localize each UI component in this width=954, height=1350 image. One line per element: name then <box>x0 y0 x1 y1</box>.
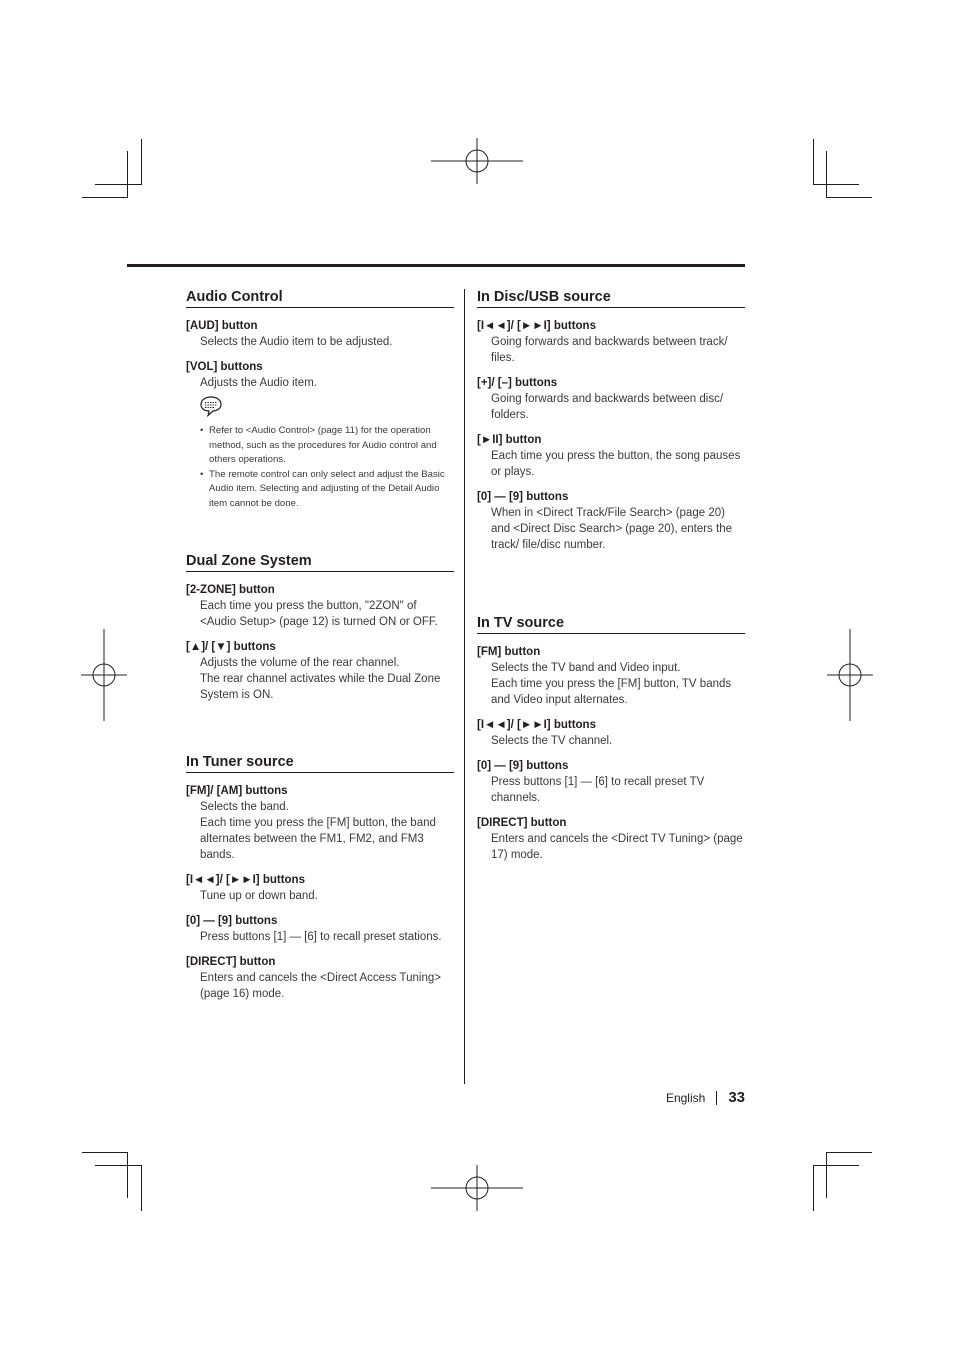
item-line: Going forwards and backwards between track/ files. <box>491 336 728 364</box>
item-line: Each time you press the [FM] button, TV bands and Video input alternates. <box>491 678 732 706</box>
item-title: [I◄◄]/ [►►I] buttons <box>477 719 596 731</box>
note-item: • Refer to <Audio Control> (page 11) for the operation method, such as the procedures for Audio control and others operations. <box>200 424 454 468</box>
item-line: Adjusts the Audio item. <box>200 377 317 389</box>
item-title: [DIRECT] button <box>186 956 276 968</box>
item-title: [►II] button <box>477 434 542 446</box>
item-body <box>477 505 745 553</box>
item-line: Each time you press the button, "2ZON" of <Audio Setup> (page 12) is turned ON or OFF. <box>200 600 438 628</box>
item-body <box>477 831 745 863</box>
crosshair-icon <box>81 629 127 721</box>
item-body <box>477 334 745 366</box>
page-footer <box>666 1088 745 1107</box>
item-line: Press buttons [1] — [6] to recall preset TV channels. <box>491 776 705 804</box>
section-audio-control <box>186 288 454 511</box>
item-body <box>477 733 745 749</box>
item-title: [0] — [9] buttons <box>186 915 278 927</box>
column-divider <box>464 289 465 1084</box>
item-title: [DIRECT] button <box>477 817 567 829</box>
item-line: Press buttons [1] — [6] to recall preset stations. <box>200 931 442 943</box>
item-body <box>186 655 454 703</box>
item-body <box>186 375 454 391</box>
right-column <box>477 288 745 861</box>
item-body <box>186 888 454 904</box>
item-line: Enters and cancels the <Direct Access Tuning> (page 16) mode. <box>200 972 441 1000</box>
note-speech-icon <box>199 395 223 417</box>
item-body <box>477 774 745 806</box>
item-body <box>186 598 454 630</box>
item-line: Each time you press the button, the song pauses or plays. <box>491 450 741 478</box>
item-body <box>186 970 454 1002</box>
item-body <box>186 929 454 945</box>
item-line: Selects the TV channel. <box>491 735 613 747</box>
header-rule <box>127 264 745 267</box>
crosshair-icon <box>431 138 523 184</box>
section-tv-source <box>477 614 745 863</box>
footer-language: English <box>665 1090 706 1105</box>
item-title: [FM] button <box>477 646 541 658</box>
item-title: [0] — [9] buttons <box>477 760 569 772</box>
item-line: Enters and cancels the <Direct TV Tuning> (page 17) mode. <box>491 833 743 861</box>
item-body <box>477 660 745 708</box>
item-title: [AUD] button <box>186 320 258 332</box>
note-item: • The remote control can only select and adjust the Basic Audio item. Selecting and adjusting of the Detail Audio item cannot be done. <box>200 468 454 512</box>
section-dual-zone <box>186 552 454 703</box>
section-title: In TV source <box>477 614 745 634</box>
item-body <box>477 391 745 423</box>
section-tuner-source <box>186 753 454 1002</box>
section-title: In Disc/USB source <box>477 288 745 308</box>
item-line: Each time you press the [FM] button, the band alternates between the FM1, FM2, and FM3 bands. <box>200 817 436 861</box>
item-line: Selects the TV band and Video input. <box>491 662 681 674</box>
crosshair-icon <box>431 1165 523 1211</box>
footer-separator <box>716 1091 717 1105</box>
notes-list <box>186 424 454 511</box>
item-line: Selects the band. <box>200 801 289 813</box>
item-body <box>186 799 454 863</box>
item-line: Selects the Audio item to be adjusted. <box>200 336 393 348</box>
left-column <box>186 288 454 1000</box>
item-line: Going forwards and backwards between disc/ folders. <box>491 393 724 421</box>
item-title: [FM]/ [AM] buttons <box>186 785 288 797</box>
section-disc-usb-source <box>477 288 745 553</box>
item-title: [0] — [9] buttons <box>477 491 569 503</box>
item-line: Adjusts the volume of the rear channel. <box>200 657 400 669</box>
item-title: [+]/ [–] buttons <box>477 377 558 389</box>
item-line: Tune up or down band. <box>200 890 318 902</box>
item-title: [VOL] buttons <box>186 361 263 373</box>
item-title: [▲]/ [▼] buttons <box>186 641 276 653</box>
section-title: Audio Control <box>186 288 454 308</box>
item-line: When in <Direct Track/File Search> (page 20) and <Direct Disc Search> (page 20), enters the track/ file/disc number. <box>491 507 732 551</box>
item-title: [I◄◄]/ [►►I] buttons <box>477 320 596 332</box>
section-title: In Tuner source <box>186 753 454 773</box>
crosshair-icon <box>827 629 873 721</box>
section-title: Dual Zone System <box>186 552 454 572</box>
item-title: [2-ZONE] button <box>186 584 275 596</box>
item-line: The rear channel activates while the Dual Zone System is ON. <box>200 673 441 701</box>
item-body <box>477 448 745 480</box>
item-title: [I◄◄]/ [►►I] buttons <box>186 874 305 886</box>
page-number: 33 <box>728 1088 745 1106</box>
item-body <box>186 334 454 350</box>
